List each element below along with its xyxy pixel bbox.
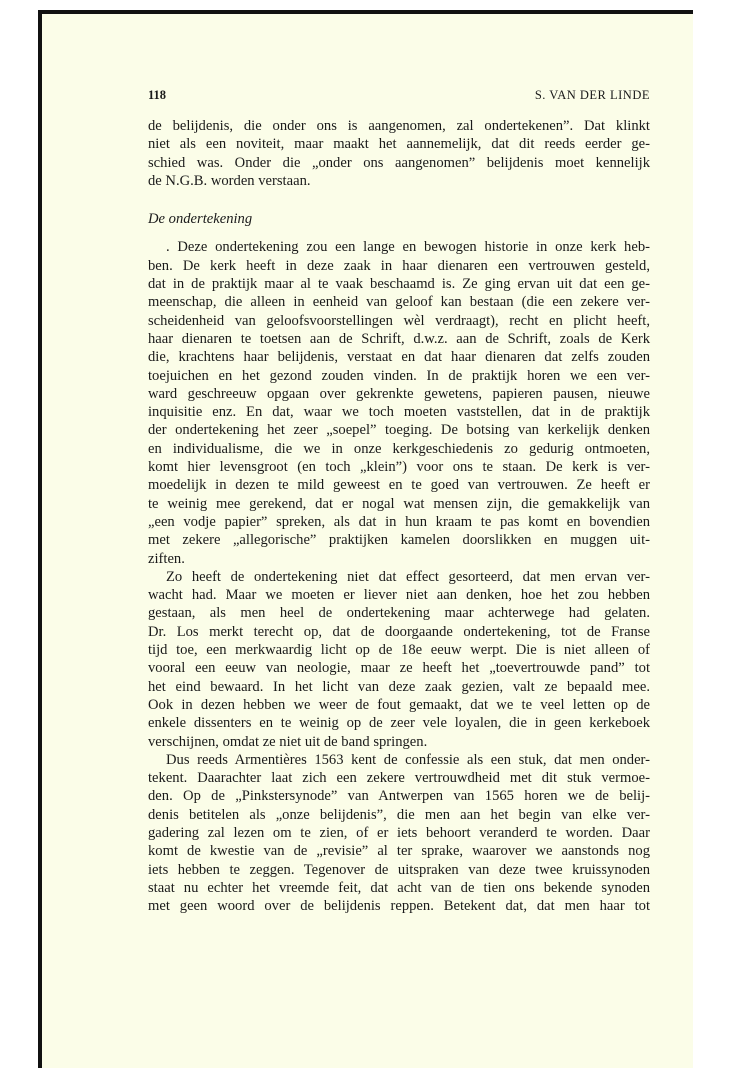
text-line: iets hebben te zeggen. Tegenover de uitspraken van deze twee kruissynoden xyxy=(148,861,650,878)
text-line: het eind bewaard. In het licht van deze zaak gezien, valt ze bepaald mee. xyxy=(148,678,650,695)
text-line: scheidenheid van geloofsvoorstellingen wèl verdraagt), recht en plicht heeft, xyxy=(148,312,650,329)
text-line: ward geschreeuw opgaan over gekrenkte gewetens, papieren pausen, nieuwe xyxy=(148,385,650,402)
text-line: meenschap, die alleen in eenheid van geloof kan bestaan (die een zekere ver- xyxy=(148,294,650,311)
text-line: moedelijk in dezen te mild geweest en te goed van vertrouwen. Ze heeft er xyxy=(148,477,650,494)
text-line: . Deze ondertekening zou een lange en bewogen historie in onze kerk heb- xyxy=(166,239,650,256)
text-line: met zekere „allegorische” praktijken kamelen doorslikken en muggen uit- xyxy=(148,532,650,549)
text-line: dat in de praktijk maar al te vaak beschaamd is. Ze ging ervan uit dat een ge- xyxy=(148,276,650,293)
text-line: ben. De kerk heeft in deze zaak in haar dienaren een vertrouwen gesteld, xyxy=(148,257,650,274)
text-line: en individualisme, die we in onze kerkgeschiedenis zo gedurig ontmoeten, xyxy=(148,440,650,457)
text-line: toejuichen en het gezond zouden vinden. In de praktijk horen we een ver- xyxy=(148,367,650,384)
section-heading: De ondertekening xyxy=(148,211,253,228)
text-line: komt hier levensgroot (en toch „klein”) voor ons te staan. De kerk is ver- xyxy=(148,459,650,476)
text-line: schied was. Onder die „onder ons aangenomen” belijdenis moet kennelijk xyxy=(148,154,650,171)
text-line: inquisitie enz. En dat, waar we toch moeten vaststellen, dat in de praktijk xyxy=(148,404,650,421)
paragraph-2 xyxy=(148,568,650,751)
text-line: Ook in dezen hebben we weer de fout gemaakt, dat we te veel letten op de xyxy=(148,696,650,713)
text-line: enkele dissenters en te weinig op de zeer vele loyalen, die in geen kerkeboek xyxy=(148,715,650,732)
text-line: met geen woord over de belijdenis reppen. Betekent dat, dat men haar tot xyxy=(148,898,650,915)
text-line: tijd toe, een merkwaardig licht op de 18e eeuw werpt. Die is niet alleen of xyxy=(148,642,650,659)
text-line: Zo heeft de ondertekening niet dat effect gesorteerd, dat men ervan ver- xyxy=(166,568,650,585)
text-line: vooral een eeuw van neologie, maar ze heeft het „toevertrouwde pand” tot xyxy=(148,660,650,677)
running-head-author: S. VAN DER LINDE xyxy=(534,88,650,102)
text-line: Dr. Los merkt terecht op, dat de doorgaande ondertekening, tot de Franse xyxy=(148,623,650,640)
text-line: niet als een noviteit, maar maakt het aannemelijk, dat dit reeds eerder ge- xyxy=(148,136,650,153)
text-line: tekent. Daarachter laat zich een zekere vertrouwdheid met dit stuk vermoe- xyxy=(148,770,650,787)
body-text xyxy=(148,117,650,915)
text-line: komt de kwestie van de „revisie” al ter sprake, waarover we aanstonds nog xyxy=(148,843,650,860)
text-line: gestaan, als men heel de ondertekening maar achterwege had gelaten. xyxy=(148,605,650,622)
text-line: haar dienaren te toetsen aan de Schrift, d.w.z. aan de Schrift, zoals de Kerk xyxy=(148,330,650,347)
text-line: de N.G.B. worden verstaan. xyxy=(148,172,311,189)
text-line: te weinig mee gerekend, dat er nogal wat mensen zijn, die gemakkelijk van xyxy=(148,495,650,512)
text-line: der ondertekening het zeer „soepel” toeging. De botsing van kerkelijk denken xyxy=(148,422,650,439)
text-line: verschijnen, omdat ze niet uit de band springen. xyxy=(148,733,428,750)
text-line: staat nu echter het vreemde feit, dat acht van de tien ons bekende synoden xyxy=(148,879,650,896)
text-line: gadering zal lezen om te zien, of er iets behoort veranderd te worden. Daar xyxy=(148,824,650,841)
page-number: 118 xyxy=(148,88,167,102)
text-line: ziften. xyxy=(148,550,185,567)
intro-paragraph xyxy=(148,117,650,190)
text-line: wacht had. Maar we moeten er liever niet aan denken, hoe het zou hebben xyxy=(148,587,650,604)
paragraph-3 xyxy=(148,751,650,916)
text-line: die, krachtens haar belijdenis, verstaat en dat haar dienaren dat zelfs zouden xyxy=(148,349,650,366)
text-line: „een vodje papier” spreken, als dat in hun kraam te pas komt en bovendien xyxy=(148,513,650,530)
running-head xyxy=(148,88,650,108)
text-line: Dus reeds Armentières 1563 kent de confessie als een stuk, dat men onder- xyxy=(166,751,650,768)
text-line: de belijdenis, die onder ons is aangenomen, zal ondertekenen”. Dat klinkt xyxy=(148,118,650,134)
text-line: denis betitelen als „onze belijdenis”, die men aan het begin van elke ver- xyxy=(148,806,650,823)
paragraph-1 xyxy=(148,238,650,567)
text-line: den. Op de „Pinkstersynode” van Antwerpen van 1565 horen we de belij- xyxy=(148,788,650,805)
